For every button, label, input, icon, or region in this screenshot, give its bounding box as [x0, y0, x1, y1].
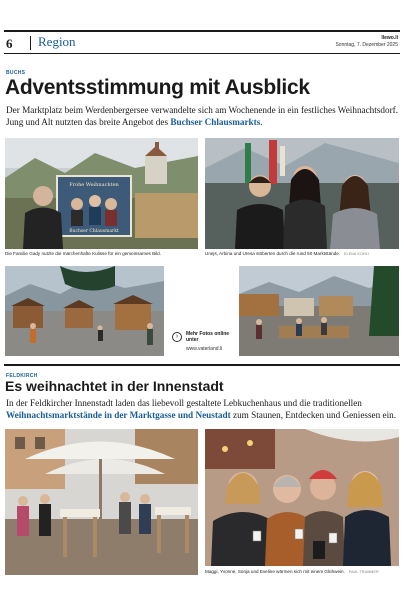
page-number: 6	[6, 36, 13, 51]
more-photos-label: Mehr Fotos online unter	[186, 331, 230, 343]
article1-lead-text: Der Marktplatz beim Werdenbergersee verwandelte sich am Wochenende in ein festliches Weihnachtsdorf. Jung und Alt nutzten das breite Angebot des	[6, 105, 399, 127]
article2-lead-text: In der Feldkircher Innenstadt laden das liebevoll gestaltete Lebkuchenhaus und die traditionellen	[6, 398, 362, 408]
caption-photo-1: Die Familie Gady nutzte die märchenhafte Kulisse für ein gemeinsames Bild.	[5, 251, 162, 256]
photo-market-stalls	[5, 266, 164, 356]
photo-three-visitors	[205, 138, 399, 249]
photo-credit-2: PAUL TRUMMER	[348, 570, 379, 574]
issue-date: Sonntag, 7. Dezember 2025	[335, 42, 398, 48]
more-photos-link[interactable]: www.vaterland.li	[186, 346, 223, 352]
article1-headline: Adventsstimmung mit Ausblick	[5, 76, 310, 99]
header-underline	[4, 53, 400, 54]
caption-photo-2	[205, 251, 369, 256]
header-rule	[4, 30, 400, 32]
photo-market-plaza	[239, 266, 399, 356]
header-divider	[30, 36, 31, 50]
article1-lead-end: .	[260, 117, 263, 127]
arrow-right-icon: ›	[172, 332, 182, 342]
photo-credit-1: ELENA KOHLI	[344, 252, 370, 256]
more-photos-box[interactable]	[170, 328, 232, 356]
article2-lead-highlight: Weihnachtsmarktstände in der Marktgasse und Neustadt	[6, 410, 231, 420]
photo-family-gady	[5, 138, 198, 249]
sign-text-top: Frohe Weihnachten	[69, 182, 119, 188]
article2-lead-end: zum Staunen, Entdecken und Geniessen ein.	[230, 410, 397, 420]
photo-feldkirch-market	[5, 429, 198, 575]
caption-photo-6-text: Maggi, Yvonne, Sonja und Eveline wärmen sich mit einem Glühwein.	[205, 569, 345, 574]
article2-lead	[6, 397, 398, 421]
article2-headline: Es weihnachtet in der Innenstadt	[5, 378, 224, 394]
article1-kicker: BUCHS	[6, 70, 26, 76]
sign-text-bottom: Buchser Chlausmarkt	[69, 229, 119, 234]
brand-name: llewo.li	[381, 35, 398, 41]
article2-kicker: FELDKIRCH	[6, 373, 38, 379]
article-separator	[4, 364, 400, 366]
caption-photo-6	[205, 569, 379, 574]
section-title: Region	[38, 34, 76, 49]
caption-photo-2-text: Unejs, Arbina und Uresa stöberten durch die rund 50 Marktstände.	[205, 251, 341, 256]
article1-lead	[6, 104, 398, 128]
article1-lead-highlight: Buchser Chlausmarkts	[170, 117, 261, 127]
photo-four-women	[205, 429, 399, 566]
